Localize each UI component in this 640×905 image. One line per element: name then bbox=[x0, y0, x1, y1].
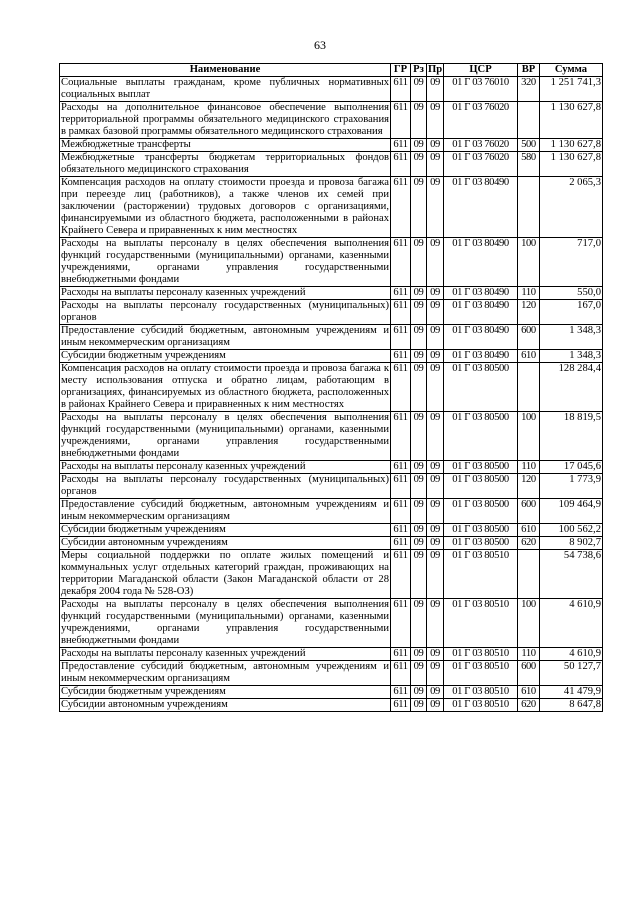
cell-rz: 09 bbox=[411, 524, 427, 537]
header-csr: ЦСР bbox=[444, 64, 518, 77]
cell-sum: 1 130 627,8 bbox=[540, 152, 603, 177]
cell-rz: 09 bbox=[411, 599, 427, 648]
cell-vr bbox=[518, 102, 540, 139]
cell-pr: 09 bbox=[427, 325, 444, 350]
cell-vr: 100 bbox=[518, 238, 540, 287]
cell-rz: 09 bbox=[411, 238, 427, 287]
cell-gr: 611 bbox=[391, 537, 411, 550]
cell-vr: 580 bbox=[518, 152, 540, 177]
cell-rz: 09 bbox=[411, 550, 427, 599]
cell-gr: 611 bbox=[391, 152, 411, 177]
cell-vr: 100 bbox=[518, 412, 540, 461]
cell-sum: 54 738,6 bbox=[540, 550, 603, 599]
table-row bbox=[60, 550, 603, 599]
cell-gr: 611 bbox=[391, 412, 411, 461]
cell-sum: 17 045,6 bbox=[540, 461, 603, 474]
cell-csr: 01 Г 03 80510 bbox=[444, 599, 518, 648]
cell-sum: 18 819,5 bbox=[540, 412, 603, 461]
cell-rz: 09 bbox=[411, 661, 427, 686]
cell-gr: 611 bbox=[391, 524, 411, 537]
cell-vr bbox=[518, 177, 540, 238]
cell-gr: 611 bbox=[391, 238, 411, 287]
cell-gr: 611 bbox=[391, 325, 411, 350]
cell-pr: 09 bbox=[427, 350, 444, 363]
cell-csr: 01 Г 03 80510 bbox=[444, 648, 518, 661]
cell-gr: 611 bbox=[391, 499, 411, 524]
cell-pr: 09 bbox=[427, 699, 444, 712]
budget-table bbox=[59, 63, 603, 712]
cell-csr: 01 Г 03 80510 bbox=[444, 661, 518, 686]
cell-gr: 611 bbox=[391, 599, 411, 648]
table-row bbox=[60, 152, 603, 177]
cell-pr: 09 bbox=[427, 287, 444, 300]
cell-gr: 611 bbox=[391, 699, 411, 712]
cell-vr: 610 bbox=[518, 350, 540, 363]
cell-sum: 1 348,3 bbox=[540, 350, 603, 363]
table-row bbox=[60, 499, 603, 524]
table-row bbox=[60, 177, 603, 238]
cell-vr: 110 bbox=[518, 461, 540, 474]
cell-vr: 100 bbox=[518, 599, 540, 648]
cell-vr: 620 bbox=[518, 699, 540, 712]
cell-sum: 2 065,3 bbox=[540, 177, 603, 238]
cell-rz: 09 bbox=[411, 474, 427, 499]
cell-sum: 717,0 bbox=[540, 238, 603, 287]
cell-vr: 600 bbox=[518, 661, 540, 686]
cell-csr: 01 Г 03 80500 bbox=[444, 474, 518, 499]
cell-rz: 09 bbox=[411, 139, 427, 152]
table-body bbox=[60, 77, 603, 712]
cell-vr bbox=[518, 363, 540, 412]
page-number: 63 bbox=[314, 38, 326, 52]
cell-vr: 610 bbox=[518, 524, 540, 537]
cell-vr: 120 bbox=[518, 474, 540, 499]
cell-name: Предоставление субсидий бюджетным, автономным учреждениям и иным некоммерческим организациям bbox=[61, 499, 389, 522]
cell-rz: 09 bbox=[411, 350, 427, 363]
header-gr: ГР bbox=[391, 64, 411, 77]
cell-sum: 50 127,7 bbox=[540, 661, 603, 686]
table-row bbox=[60, 412, 603, 461]
cell-vr: 600 bbox=[518, 499, 540, 524]
cell-gr: 611 bbox=[391, 648, 411, 661]
cell-rz: 09 bbox=[411, 325, 427, 350]
header-sum: Сумма bbox=[540, 64, 603, 77]
cell-csr: 01 Г 03 76020 bbox=[444, 139, 518, 152]
cell-name: Расходы на выплаты персоналу в целях обеспечения выполнения функций государственными (муниципальными) органами, казенными учреждениями, органами управления государственными внебюджетными фондами bbox=[61, 599, 389, 646]
cell-sum: 550,0 bbox=[540, 287, 603, 300]
cell-pr: 09 bbox=[427, 499, 444, 524]
cell-gr: 611 bbox=[391, 287, 411, 300]
cell-csr: 01 Г 03 80490 bbox=[444, 287, 518, 300]
cell-vr: 500 bbox=[518, 139, 540, 152]
cell-rz: 09 bbox=[411, 499, 427, 524]
header-vr: ВР bbox=[518, 64, 540, 77]
table-row bbox=[60, 537, 603, 550]
cell-name: Субсидии автономным учреждениям bbox=[60, 699, 391, 712]
cell-name: Компенсация расходов на оплату стоимости проезда и провоза багажа к месту использования отпуска и обратно лицам, работающим в организациях, финансируемых из областного бюджета, расположенных в районах Крайнего Севера и приравненных к ним местностях bbox=[61, 363, 389, 410]
cell-sum: 1 348,3 bbox=[540, 325, 603, 350]
cell-gr: 611 bbox=[391, 363, 411, 412]
cell-name: Субсидии бюджетным учреждениям bbox=[60, 686, 391, 699]
cell-sum: 4 610,9 bbox=[540, 599, 603, 648]
table-row bbox=[60, 139, 603, 152]
cell-csr: 01 Г 03 80500 bbox=[444, 499, 518, 524]
cell-csr: 01 Г 03 80490 bbox=[444, 238, 518, 287]
cell-csr: 01 Г 03 80500 bbox=[444, 412, 518, 461]
cell-name: Субсидии бюджетным учреждениям bbox=[60, 350, 391, 363]
table-row bbox=[60, 77, 603, 102]
cell-vr: 110 bbox=[518, 648, 540, 661]
cell-pr: 09 bbox=[427, 152, 444, 177]
cell-csr: 01 Г 03 80510 bbox=[444, 686, 518, 699]
cell-gr: 611 bbox=[391, 550, 411, 599]
cell-rz: 09 bbox=[411, 102, 427, 139]
cell-pr: 09 bbox=[427, 177, 444, 238]
cell-rz: 09 bbox=[411, 461, 427, 474]
cell-pr: 09 bbox=[427, 661, 444, 686]
cell-name: Расходы на выплаты персоналу казенных учреждений bbox=[60, 648, 391, 661]
cell-gr: 611 bbox=[391, 77, 411, 102]
cell-gr: 611 bbox=[391, 300, 411, 325]
table-row bbox=[60, 238, 603, 287]
cell-sum: 128 284,4 bbox=[540, 363, 603, 412]
cell-gr: 611 bbox=[391, 474, 411, 499]
cell-csr: 01 Г 03 80500 bbox=[444, 461, 518, 474]
table-row bbox=[60, 325, 603, 350]
cell-csr: 01 Г 03 76020 bbox=[444, 102, 518, 139]
cell-pr: 09 bbox=[427, 686, 444, 699]
table-row bbox=[60, 461, 603, 474]
table-row bbox=[60, 350, 603, 363]
cell-csr: 01 Г 03 80510 bbox=[444, 550, 518, 599]
cell-vr: 610 bbox=[518, 686, 540, 699]
cell-name: Расходы на выплаты персоналу казенных учреждений bbox=[60, 287, 391, 300]
cell-csr: 01 Г 03 80500 bbox=[444, 524, 518, 537]
cell-csr: 01 Г 03 80490 bbox=[444, 350, 518, 363]
table-row bbox=[60, 300, 603, 325]
cell-csr: 01 Г 03 80490 bbox=[444, 177, 518, 238]
cell-sum: 1 130 627,8 bbox=[540, 102, 603, 139]
cell-rz: 09 bbox=[411, 300, 427, 325]
cell-sum: 8 647,8 bbox=[540, 699, 603, 712]
cell-rz: 09 bbox=[411, 412, 427, 461]
cell-pr: 09 bbox=[427, 139, 444, 152]
cell-csr: 01 Г 03 76010 bbox=[444, 77, 518, 102]
cell-name: Предоставление субсидий бюджетным, автономным учреждениям и иным некоммерческим организациям bbox=[61, 661, 389, 684]
cell-name: Межбюджетные трансферты бюджетам территориальных фондов обязательного медицинского страхования bbox=[61, 152, 389, 175]
cell-sum: 1 251 741,3 bbox=[540, 77, 603, 102]
cell-name: Компенсация расходов на оплату стоимости проезда и провоза багажа при переезде лиц (работников), а также членов их семей при заключении (расторжении) трудовых договоров с организациями, финансируемыми из областного бюджета, расположенными в районах Крайнего Севера и приравненных к ним местностях bbox=[61, 177, 389, 236]
table-row bbox=[60, 363, 603, 412]
cell-name: Расходы на выплаты персоналу в целях обеспечения выполнения функций государственными (муниципальными) органами, казенными учреждениями, органами управления государственными внебюджетными фондами bbox=[61, 412, 389, 459]
cell-name: Расходы на выплаты персоналу казенных учреждений bbox=[60, 461, 391, 474]
cell-name: Социальные выплаты гражданам, кроме публичных нормативных социальных выплат bbox=[61, 77, 389, 100]
cell-gr: 611 bbox=[391, 686, 411, 699]
cell-pr: 09 bbox=[427, 474, 444, 499]
cell-vr: 320 bbox=[518, 77, 540, 102]
cell-gr: 611 bbox=[391, 177, 411, 238]
cell-sum: 109 464,9 bbox=[540, 499, 603, 524]
cell-pr: 09 bbox=[427, 599, 444, 648]
cell-pr: 09 bbox=[427, 300, 444, 325]
cell-gr: 611 bbox=[391, 661, 411, 686]
cell-vr: 110 bbox=[518, 287, 540, 300]
cell-pr: 09 bbox=[427, 363, 444, 412]
cell-vr: 620 bbox=[518, 537, 540, 550]
cell-vr: 120 bbox=[518, 300, 540, 325]
cell-name: Субсидии автономным учреждениям bbox=[60, 537, 391, 550]
cell-csr: 01 Г 03 80500 bbox=[444, 363, 518, 412]
table-row bbox=[60, 648, 603, 661]
header-rz: Рз bbox=[411, 64, 427, 77]
cell-pr: 09 bbox=[427, 238, 444, 287]
cell-name: Меры социальной поддержки по оплате жилых помещений и коммунальных услуг отдельных категорий граждан, проживающих на территории Магаданской области (Закон Магаданской области от 28 декабря 2004 года № 528-ОЗ) bbox=[61, 550, 389, 597]
cell-name: Расходы на выплаты персоналу государственных (муниципальных) органов bbox=[61, 300, 389, 323]
cell-gr: 611 bbox=[391, 139, 411, 152]
table-header-row bbox=[60, 64, 603, 77]
header-pr: Пр bbox=[428, 64, 443, 75]
table-row bbox=[60, 661, 603, 686]
cell-rz: 09 bbox=[411, 77, 427, 102]
cell-gr: 611 bbox=[391, 350, 411, 363]
header-name: Наименование bbox=[60, 64, 391, 77]
cell-rz: 09 bbox=[411, 648, 427, 661]
cell-rz: 09 bbox=[411, 177, 427, 238]
cell-rz: 09 bbox=[411, 699, 427, 712]
cell-name: Расходы на выплаты персоналу государственных (муниципальных) органов bbox=[61, 474, 389, 497]
cell-csr: 01 Г 03 76020 bbox=[444, 152, 518, 177]
cell-gr: 611 bbox=[391, 461, 411, 474]
cell-rz: 09 bbox=[411, 363, 427, 412]
cell-rz: 09 bbox=[411, 537, 427, 550]
cell-csr: 01 Г 03 80490 bbox=[444, 300, 518, 325]
table-row bbox=[60, 287, 603, 300]
cell-sum: 8 902,7 bbox=[540, 537, 603, 550]
cell-pr: 09 bbox=[427, 102, 444, 139]
cell-vr: 600 bbox=[518, 325, 540, 350]
cell-gr: 611 bbox=[391, 102, 411, 139]
cell-sum: 100 562,2 bbox=[540, 524, 603, 537]
cell-pr: 09 bbox=[427, 550, 444, 599]
cell-pr: 09 bbox=[427, 537, 444, 550]
cell-name: Субсидии бюджетным учреждениям bbox=[60, 524, 391, 537]
cell-sum: 1 773,9 bbox=[540, 474, 603, 499]
table-row bbox=[60, 524, 603, 537]
table-row bbox=[60, 686, 603, 699]
cell-sum: 4 610,9 bbox=[540, 648, 603, 661]
cell-csr: 01 Г 03 80510 bbox=[444, 699, 518, 712]
cell-pr: 09 bbox=[427, 461, 444, 474]
cell-name: Расходы на дополнительное финансовое обеспечение выполнения территориальной программы обязательного медицинского страхования в рамках базовой программы обязательного медицинского страхования bbox=[61, 102, 389, 137]
cell-pr: 09 bbox=[427, 412, 444, 461]
table-row bbox=[60, 699, 603, 712]
cell-sum: 1 130 627,8 bbox=[540, 139, 603, 152]
cell-name: Межбюджетные трансферты bbox=[60, 139, 391, 152]
cell-csr: 01 Г 03 80490 bbox=[444, 325, 518, 350]
cell-pr: 09 bbox=[427, 648, 444, 661]
cell-sum: 41 479,9 bbox=[540, 686, 603, 699]
cell-vr bbox=[518, 550, 540, 599]
cell-pr: 09 bbox=[427, 77, 444, 102]
cell-sum: 167,0 bbox=[540, 300, 603, 325]
table-row bbox=[60, 102, 603, 139]
table-row bbox=[60, 474, 603, 499]
cell-csr: 01 Г 03 80500 bbox=[444, 537, 518, 550]
cell-rz: 09 bbox=[411, 152, 427, 177]
table-row bbox=[60, 599, 603, 648]
cell-rz: 09 bbox=[411, 686, 427, 699]
cell-pr: 09 bbox=[427, 524, 444, 537]
cell-rz: 09 bbox=[411, 287, 427, 300]
cell-name: Предоставление субсидий бюджетным, автономным учреждениям и иным некоммерческим организациям bbox=[61, 325, 389, 348]
cell-name: Расходы на выплаты персоналу в целях обеспечения выполнения функций государственными (муниципальными) органами, казенными учреждениями, органами управления государственными внебюджетными фондами bbox=[61, 238, 389, 285]
